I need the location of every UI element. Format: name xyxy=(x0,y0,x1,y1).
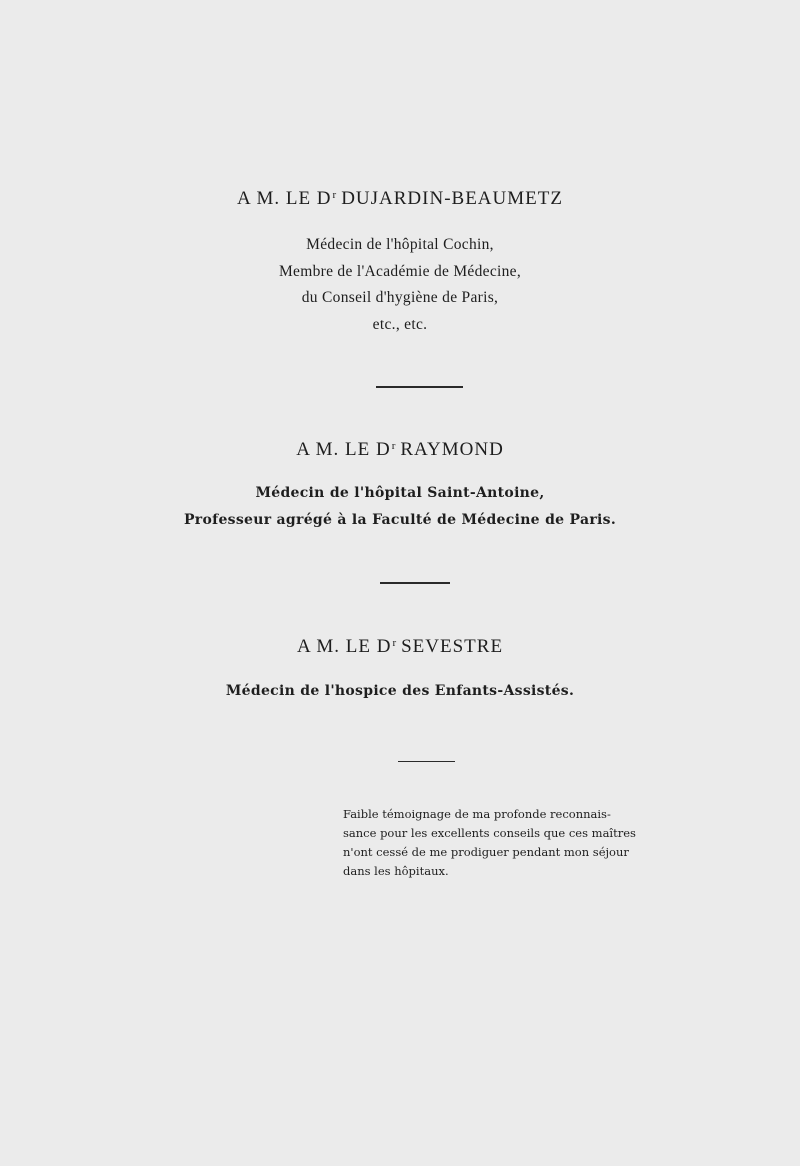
section1-line-2: Membre de l'Académie de Médecine, xyxy=(278,263,522,280)
section3-line-1: Médecin de l'hospice des Enfants-Assistés. xyxy=(225,683,575,699)
section1-line-1: Médecin de l'hôpital Cochin, xyxy=(306,236,494,253)
heading-raymond: A M. LE $D^r$ RAYMOND xyxy=(296,439,504,460)
divider-2 xyxy=(380,582,450,584)
dedication-line-2: sance pour les excellents conseils que ces maîtres xyxy=(343,826,636,840)
section2-line-2: Professeur agrégé à la Faculté de Médecine de Paris. xyxy=(183,512,617,528)
dedication-line-1: Faible témoignage de ma profonde reconnais- xyxy=(343,807,611,821)
dedication-line-4: dans les hôpitaux. xyxy=(343,864,449,878)
divider-1 xyxy=(376,386,463,388)
dedication-line-3: n'ont cessé de me prodiguer pendant mon séjour xyxy=(343,845,629,859)
heading-sevestre: A M. LE $D^r$ SEVESTRE xyxy=(296,636,504,657)
dedication-paragraph xyxy=(343,805,641,881)
section2-line-1: Médecin de l'hôpital Saint-Antoine, xyxy=(255,485,545,501)
section1-line-4: etc., etc. xyxy=(372,316,428,333)
section1-line-3: du Conseil d'hygiène de Paris, xyxy=(301,289,499,306)
divider-3 xyxy=(398,761,455,762)
heading-dujardin-beaumetz: A M. LE $D^r$ DUJARDIN-BEAUMETZ xyxy=(237,188,563,209)
